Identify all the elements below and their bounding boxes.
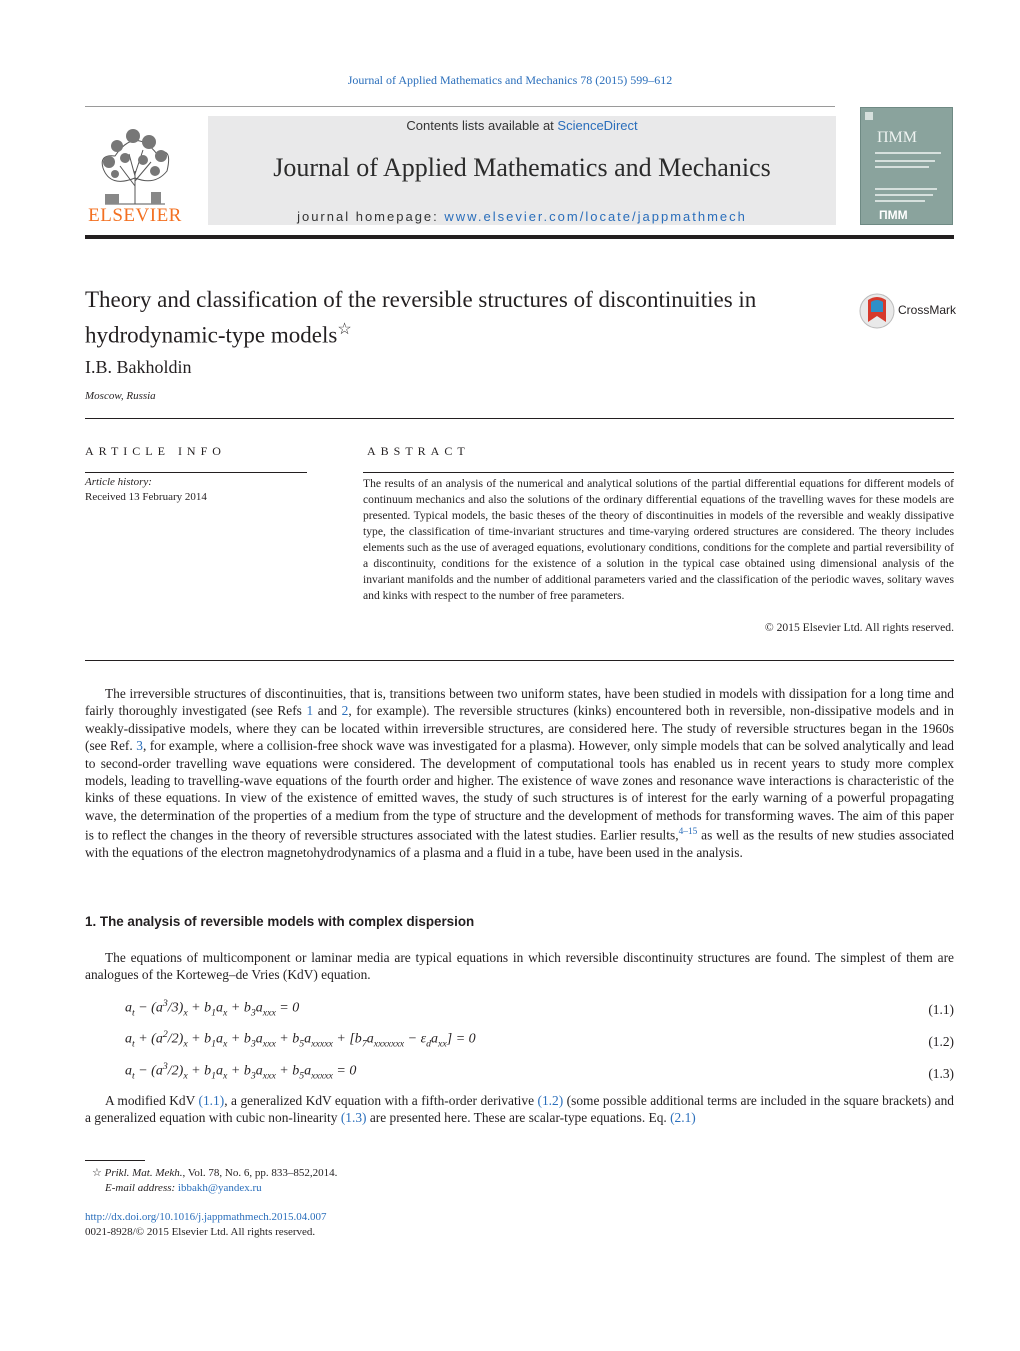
contents-line	[208, 118, 836, 133]
footnote-source-details: , Vol. 78, No. 6, pp. 833–852,2014.	[182, 1167, 338, 1179]
abstract-end-rule	[85, 660, 954, 661]
svg-text:ПММ: ПММ	[877, 129, 918, 146]
contents-prefix: Contents lists available at	[406, 118, 554, 133]
article-info-heading: ARTICLE INFO	[85, 444, 226, 458]
abstract-heading: ABSTRACT	[367, 444, 470, 458]
homepage-prefix: journal homepage:	[297, 209, 439, 224]
equation-number-1-3: (1.3)	[928, 1066, 954, 1081]
intro-text-3: , for example). The reversible structures (kinks) encountered both in reversible, non-dissipative models and in weakly-dissipative models, where they can be located within irreversible structures, are considered here. The study of reversible structures began in the 1960s (see Ref.	[85, 703, 955, 754]
email-label: E-mail address:	[105, 1182, 176, 1194]
ref-link-2[interactable]: 2	[341, 703, 349, 719]
footnote-rule	[85, 1160, 145, 1161]
sciencedirect-link[interactable]: ScienceDirect	[557, 118, 638, 133]
ref-link-4-15[interactable]: 4–15	[678, 827, 698, 838]
equation-1-1: $a_t - (a^3/3)_x + b_1a_x + b_3a_{xxx} = 0$	[125, 998, 300, 1019]
issn-copyright: 0021-8928/© 2015 Elsevier Ltd. All rights reserved.	[85, 1226, 316, 1238]
section-1-paragraph: The equations of multicomponent or laminar media are typical equations in which reversible discontinuity structures are found. The simplest of them are analogues of the Korteweg–de Vries (KdV) equation.	[85, 950, 954, 983]
intro-text-4: , for example, where a collision-free shock wave was investigated for a plasma). However, only simple models that can be solved analytically and lead to second-order travelling wave equations were considered. The development of computational tools has enabled us in recent years to study more complex models, leading to travelling-wave equations of the fourth order and higher. The existence of wave zones and resonance wave interactions is characteristic of the kinks of these equations. In view of the existence of emitted waves, the study of such structures is of interest for the early warning of a powerful propagating wave, the determination of the properties of a medium from the type of structure and the development of methods for transforming waves. The aim of this paper is to reflect the changes in the theory of reversible structures associated with the latest studies. Earlier results,	[85, 738, 954, 843]
eq-link-1-3[interactable]: (1.3)	[340, 1110, 367, 1126]
header-thick-rule	[85, 235, 954, 239]
homepage-link[interactable]: www.elsevier.com/locate/jappmathmech	[444, 209, 747, 224]
intro-paragraph	[85, 685, 954, 862]
footnote-star-icon: ☆	[92, 1167, 102, 1179]
article-title-text: Theory and classification of the reversible structures of discontinuities in hydrodynamic-type models	[85, 287, 757, 348]
equation-number-1-1: (1.1)	[928, 1002, 954, 1017]
ref-link-1[interactable]: 1	[306, 703, 314, 719]
cover-title: ПММ	[879, 208, 908, 222]
crossmark-label[interactable]: CrossMark	[898, 303, 957, 317]
received-date: Received 13 February 2014	[85, 491, 207, 503]
eq-link-1-2[interactable]: (1.2)	[537, 1093, 564, 1108]
title-rule	[85, 418, 954, 419]
article-history-label: Article history:	[85, 476, 152, 488]
header-rule	[85, 106, 835, 107]
abstract-text: The results of an analysis of the numerical and analytical solutions of the partial differential equations for different models of continuum mechanics and also the solutions of the ordinary differential equations of the travelling waves for these models are presented. Typical models, the basic theses of the theory of discontinuities in models of the reversible and weakly dissipative type, the classification of time-invariant structures and time-varying ordered structures are considered. The theory includes elements such as the use of averaged equations, evolutionary conditions, conditions for the complete and partial reversibility of a discontinuity, conditions for the existence of a solution in the typical case obtained using dimensional analysis of the invariant manifolds and the number of additional parameters varied and the classification of the periodic waves, solitary waves and kinks with respect to the number of free parameters.	[363, 477, 954, 602]
eq-text-1: A modified KdV	[105, 1093, 199, 1108]
equation-1-2: $a_t + (a^2/2)_x + b_1a_x + b_3a_{xxx} + b_5a_{xxxxx} + [b_7a_{xxxxxxx} - \varepsilon_da_{xx}] = 0$	[125, 1029, 476, 1050]
journal-cover-thumbnail[interactable]	[860, 107, 953, 225]
eq-link-1-1[interactable]: (1.1)	[198, 1093, 225, 1108]
abstract-rule	[363, 472, 954, 473]
footnote-source	[92, 1166, 337, 1179]
footnote-email	[105, 1182, 262, 1194]
equation-1-3: $a_t - (a^3/2)_x + b_1a_x + b_3a_{xxx} + b_5a_{xxxxx} = 0$	[125, 1061, 357, 1082]
title-footnote-star-icon[interactable]: ☆	[337, 321, 352, 338]
intro-text-1: The irreversible structures of discontinuities, that is, transitions between two uniform states, have been studied in models with dissipation for a long time and fairly thoroughly investigated (see Refs	[85, 686, 954, 719]
equations-paragraph	[85, 1092, 954, 1127]
ref-link-3[interactable]: 3	[136, 738, 143, 754]
eq-text-2: , a generalized KdV equation with a fifth-order derivative	[224, 1093, 538, 1108]
eq-text-3: (some possible additional terms are included in the square brackets) and a generalized equation with cubic non-linearity	[85, 1093, 955, 1126]
author-affiliation: Moscow, Russia	[85, 390, 156, 402]
footnote-source-journal: Prikl. Mat. Mekh.	[104, 1167, 183, 1179]
journal-cover-art	[861, 108, 952, 224]
eq-text-4: are presented here. These are scalar-type equations. Eq.	[366, 1110, 671, 1126]
email-link[interactable]: ibbakh@yandex.ru	[177, 1182, 262, 1194]
elsevier-wordmark: ELSEVIER	[88, 205, 182, 226]
article-info-rule	[85, 472, 307, 473]
journal-homepage	[208, 209, 836, 224]
equation-number-1-2: (1.2)	[928, 1034, 954, 1049]
section-1-heading: 1. The analysis of reversible models with complex dispersion	[85, 914, 475, 929]
doi-link[interactable]: http://dx.doi.org/10.1016/j.jappmathmech.2015.04.007	[85, 1211, 327, 1223]
journal-citation[interactable]: Journal of Applied Mathematics and Mechanics 78 (2015) 599–612	[347, 73, 673, 87]
intro-text-5: as well as the results of new studies associated with the equations of the electron magnetohydrodynamics of a plasma and a fluid in a tube, have been used in the analysis.	[85, 827, 954, 861]
author-name: I.B. Bakholdin	[85, 357, 192, 377]
eq-link-2-1[interactable]: (2.1)	[670, 1110, 696, 1126]
journal-title: Journal of Applied Mathematics and Mechanics	[273, 153, 771, 182]
article-title	[85, 285, 855, 351]
intro-text-2: and	[313, 703, 342, 719]
abstract-copyright: © 2015 Elsevier Ltd. All rights reserved.	[764, 621, 954, 634]
